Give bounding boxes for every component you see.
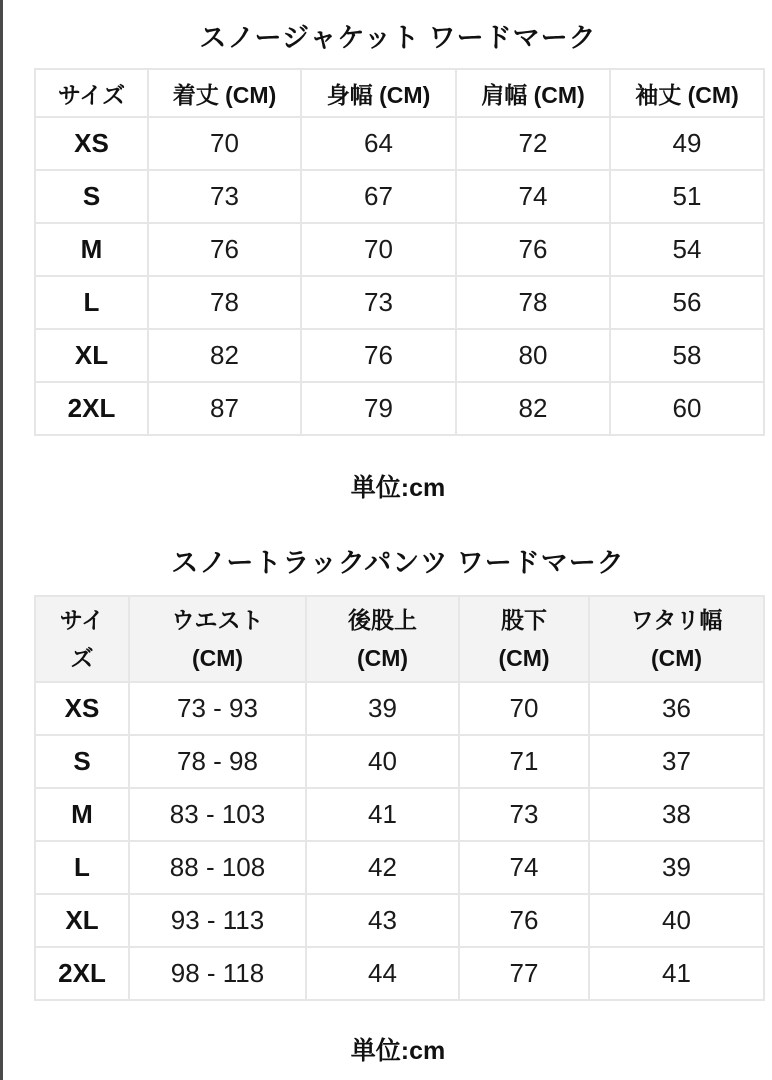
value-cell: 73 [301, 276, 456, 329]
header-thigh-width [589, 596, 764, 682]
value-cell: 67 [301, 170, 456, 223]
table-row [35, 894, 764, 947]
header-back-rise-line2: (CM) [356, 645, 409, 671]
value-cell: 44 [306, 947, 459, 1000]
value-cell: 36 [589, 682, 764, 735]
size-cell: M [35, 223, 148, 276]
value-cell: 41 [589, 947, 764, 1000]
header-size-line2: ズ [70, 645, 94, 671]
value-cell: 78 - 98 [129, 735, 306, 788]
size-cell: S [35, 170, 148, 223]
value-cell: 38 [589, 788, 764, 841]
size-cell: XL [35, 329, 148, 382]
value-cell: 80 [456, 329, 610, 382]
value-cell: 72 [456, 117, 610, 170]
value-cell: 74 [459, 841, 589, 894]
header-size: サイズ [35, 69, 148, 117]
value-cell: 51 [610, 170, 764, 223]
value-cell: 76 [301, 329, 456, 382]
value-cell: 41 [306, 788, 459, 841]
table-header-row [35, 69, 764, 117]
left-edge-border [0, 0, 3, 1080]
jacket-title: スノージャケット ワードマーク [199, 23, 597, 53]
value-cell: 40 [306, 735, 459, 788]
value-cell: 73 [459, 788, 589, 841]
value-cell: 73 [148, 170, 301, 223]
value-cell: 76 [148, 223, 301, 276]
header-size [35, 596, 129, 682]
pants-size-table [34, 595, 765, 1001]
value-cell: 77 [459, 947, 589, 1000]
value-cell: 70 [301, 223, 456, 276]
header-size-line1: サイ [59, 607, 105, 633]
value-cell: 87 [148, 382, 301, 435]
header-shoulder-width: 肩幅 (CM) [456, 69, 610, 117]
size-cell: 2XL [35, 947, 129, 1000]
pants-title: スノートラックパンツ ワードマーク [171, 548, 625, 578]
table-row [35, 682, 764, 735]
size-cell: XS [35, 682, 129, 735]
size-cell: XS [35, 117, 148, 170]
table-row [35, 735, 764, 788]
table-row [35, 841, 764, 894]
table-row [35, 276, 764, 329]
size-cell: S [35, 735, 129, 788]
pants-unit-label: 単位:cm [350, 1037, 446, 1065]
value-cell: 93 - 113 [129, 894, 306, 947]
size-cell: 2XL [35, 382, 148, 435]
header-chest-width: 身幅 (CM) [301, 69, 456, 117]
header-waist-line2: (CM) [191, 645, 244, 671]
table-row [35, 947, 764, 1000]
size-cell: M [35, 788, 129, 841]
table-header-row [35, 596, 764, 682]
header-inseam-line2: (CM) [498, 645, 550, 671]
value-cell: 76 [456, 223, 610, 276]
size-cell: L [35, 276, 148, 329]
value-cell: 54 [610, 223, 764, 276]
header-back-rise-line1: 後股上 [348, 607, 417, 633]
header-thigh-width-line2: (CM) [650, 645, 703, 671]
value-cell: 39 [306, 682, 459, 735]
header-waist [129, 596, 306, 682]
jacket-unit-label: 単位:cm [350, 474, 446, 502]
value-cell: 64 [301, 117, 456, 170]
value-cell: 70 [459, 682, 589, 735]
value-cell: 70 [148, 117, 301, 170]
jacket-size-table [34, 68, 765, 436]
table-row [35, 170, 764, 223]
value-cell: 58 [610, 329, 764, 382]
table-row [35, 329, 764, 382]
value-cell: 43 [306, 894, 459, 947]
value-cell: 76 [459, 894, 589, 947]
value-cell: 56 [610, 276, 764, 329]
header-sleeve-length: 袖丈 (CM) [610, 69, 764, 117]
value-cell: 78 [148, 276, 301, 329]
value-cell: 73 - 93 [129, 682, 306, 735]
table-row [35, 788, 764, 841]
value-cell: 74 [456, 170, 610, 223]
value-cell: 82 [456, 382, 610, 435]
value-cell: 49 [610, 117, 764, 170]
value-cell: 78 [456, 276, 610, 329]
value-cell: 79 [301, 382, 456, 435]
header-inseam [459, 596, 589, 682]
table-row [35, 223, 764, 276]
value-cell: 40 [589, 894, 764, 947]
header-back-rise [306, 596, 459, 682]
size-cell: L [35, 841, 129, 894]
value-cell: 83 - 103 [129, 788, 306, 841]
header-thigh-width-line1: ワタリ幅 [630, 607, 723, 633]
header-waist-line1: ウエスト [171, 607, 264, 633]
value-cell: 39 [589, 841, 764, 894]
table-row [35, 382, 764, 435]
value-cell: 42 [306, 841, 459, 894]
value-cell: 98 - 118 [129, 947, 306, 1000]
value-cell: 60 [610, 382, 764, 435]
header-inseam-line1: 股下 [501, 607, 547, 633]
value-cell: 37 [589, 735, 764, 788]
size-cell: XL [35, 894, 129, 947]
value-cell: 82 [148, 329, 301, 382]
table-row [35, 117, 764, 170]
value-cell: 88 - 108 [129, 841, 306, 894]
value-cell: 71 [459, 735, 589, 788]
header-length: 着丈 (CM) [148, 69, 301, 117]
